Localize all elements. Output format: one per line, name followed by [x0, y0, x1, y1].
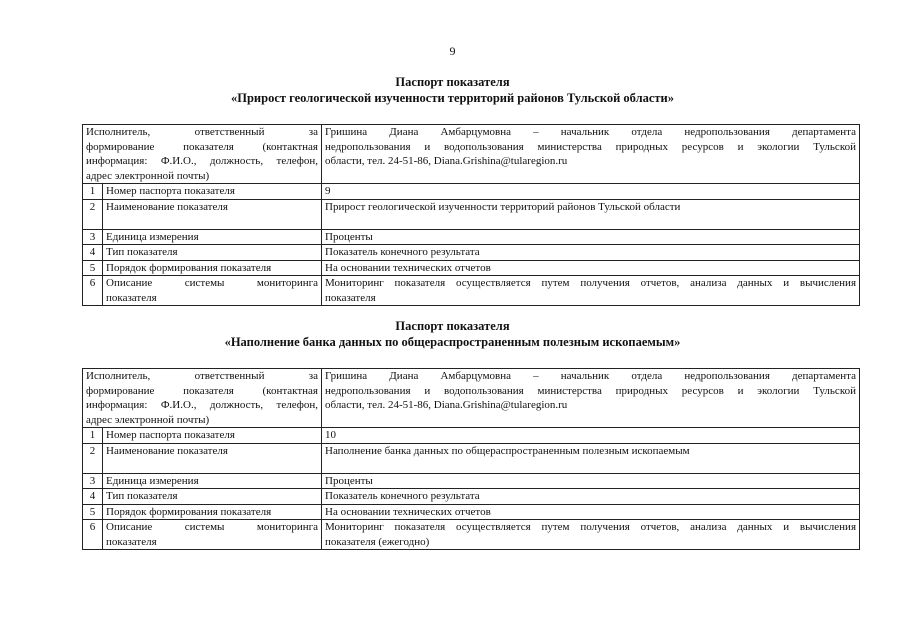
row-value: [322, 520, 860, 550]
row-number: 1: [83, 184, 103, 200]
row-value-line: Мониторинг показателя осуществляется путем получения отчетов, анализа данных и вычисления: [325, 521, 856, 533]
table-row: [83, 443, 860, 473]
row-value: Проценты: [322, 229, 860, 245]
row-number: 2: [83, 443, 103, 473]
executor-label-line: формирование показателя (контактная: [86, 140, 318, 153]
row-label: Наименование показателя: [103, 443, 322, 473]
row-number: 1: [83, 428, 103, 444]
row-label: Номер паспорта показателя: [103, 184, 322, 200]
passport-1-table: [82, 124, 860, 306]
executor-label-line: формирование показателя (контактная: [86, 384, 318, 397]
row-label: Тип показателя: [103, 489, 322, 505]
passport-1-heading-line2: «Прирост геологической изученности территорий районов Тульской области»: [230, 91, 675, 105]
table-row: [83, 260, 860, 276]
row-value: Прирост геологической изученности территорий районов Тульской области: [322, 199, 860, 229]
passport-2-heading: [0, 318, 905, 350]
executor-label-line: адрес электронной почты): [86, 413, 210, 426]
page-number: 9: [449, 44, 456, 58]
row-label: [103, 276, 322, 306]
executor-value-line: Гришина Диана Амбарцумовна – начальник отдела недропользования департамента: [325, 126, 856, 138]
row-value: [322, 276, 860, 306]
row-label: Порядок формирования показателя: [103, 260, 322, 276]
executor-label: [83, 125, 322, 184]
row-number: 4: [83, 245, 103, 261]
table-row: [83, 428, 860, 444]
passport-2-table: [82, 368, 860, 550]
executor-value: [322, 125, 860, 184]
passport-2-heading-line1: Паспорт показателя: [395, 319, 510, 333]
executor-value-line: Гришина Диана Амбарцумовна – начальник отдела недропользования департамента: [325, 370, 856, 382]
row-label-line: показателя: [106, 535, 157, 548]
row-label-line: показателя: [106, 291, 157, 304]
table-row: [83, 229, 860, 245]
table-row: [83, 245, 860, 261]
row-number: 3: [83, 229, 103, 245]
executor-label-line: адрес электронной почты): [86, 169, 210, 182]
passport-2-heading-line2: «Наполнение банка данных по общераспространенным полезным ископаемым»: [224, 335, 681, 349]
table-row: [83, 199, 860, 229]
executor-label: [83, 369, 322, 428]
row-value: 10: [322, 428, 860, 444]
row-value: Показатель конечного результата: [322, 489, 860, 505]
table-row: [83, 504, 860, 520]
executor-value-line: области, тел. 24-51-86, Diana.Grishina@tularegion.ru: [325, 155, 568, 167]
executor-value-line: недропользования и водопользования министерства природных ресурсов и экологии Тульской: [325, 140, 856, 153]
row-label: Номер паспорта показателя: [103, 428, 322, 444]
passport-1-heading-line1: Паспорт показателя: [395, 75, 510, 89]
row-label: Порядок формирования показателя: [103, 504, 322, 520]
table-row: [83, 489, 860, 505]
row-number: 2: [83, 199, 103, 229]
row-label: [103, 520, 322, 550]
table-row: [83, 473, 860, 489]
executor-value: [322, 369, 860, 428]
row-value: 9: [322, 184, 860, 200]
row-label: Наименование показателя: [103, 199, 322, 229]
executor-label-line: информация: Ф.И.О., должность, телефон,: [86, 399, 318, 411]
passport-1-heading: [0, 74, 905, 106]
row-value-line: показателя (ежегодно): [325, 535, 430, 548]
row-number: 4: [83, 489, 103, 505]
table-row: [83, 276, 860, 306]
executor-row: [83, 369, 860, 428]
row-label: Единица измерения: [103, 229, 322, 245]
row-number: 6: [83, 276, 103, 306]
executor-value-line: недропользования и водопользования министерства природных ресурсов и экологии Тульской: [325, 384, 856, 397]
row-value: На основании технических отчетов: [322, 260, 860, 276]
row-value: На основании технических отчетов: [322, 504, 860, 520]
row-label: Единица измерения: [103, 473, 322, 489]
row-label-line: Описание системы мониторинга: [106, 521, 318, 533]
row-number: 6: [83, 520, 103, 550]
row-value-line: Мониторинг показателя осуществляется путем получения отчетов, анализа данных и вычисления: [325, 277, 856, 289]
table-row: [83, 184, 860, 200]
executor-label-line: информация: Ф.И.О., должность, телефон,: [86, 155, 318, 167]
row-value: Показатель конечного результата: [322, 245, 860, 261]
executor-label-line: Исполнитель, ответственный за: [86, 126, 318, 138]
row-number: 3: [83, 473, 103, 489]
executor-label-line: Исполнитель, ответственный за: [86, 370, 318, 382]
row-value: Наполнение банка данных по общераспространенным полезным ископаемым: [322, 443, 860, 473]
row-value-line: показателя: [325, 291, 376, 304]
row-label: Тип показателя: [103, 245, 322, 261]
executor-row: [83, 125, 860, 184]
row-number: 5: [83, 260, 103, 276]
row-value: Проценты: [322, 473, 860, 489]
row-number: 5: [83, 504, 103, 520]
row-label-line: Описание системы мониторинга: [106, 277, 318, 289]
table-row: [83, 520, 860, 550]
executor-value-line: области, тел. 24-51-86, Diana.Grishina@tularegion.ru: [325, 399, 568, 411]
